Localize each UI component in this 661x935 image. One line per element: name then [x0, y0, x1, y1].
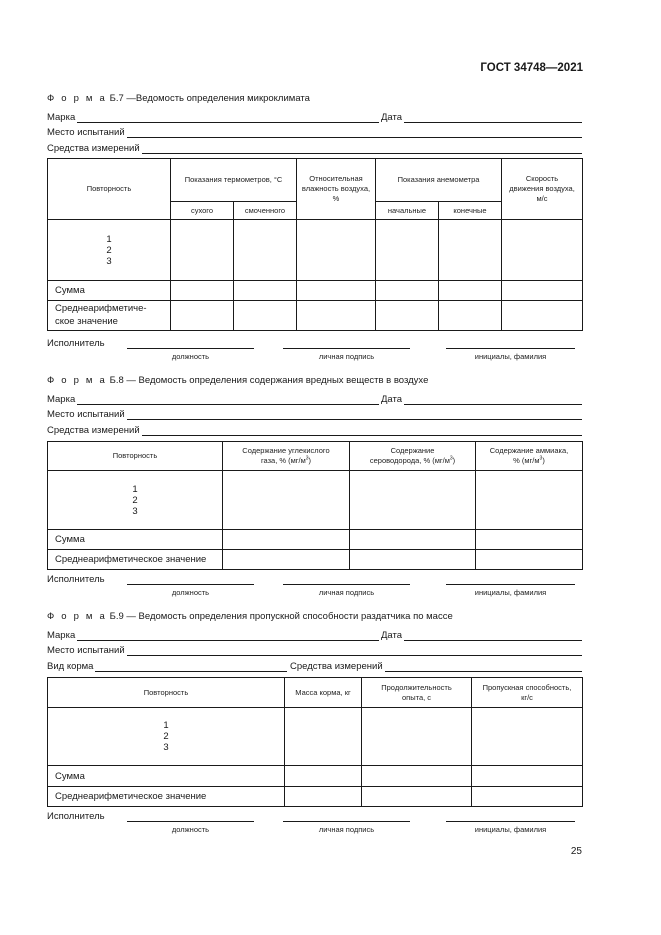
table-cell[interactable]: [472, 708, 583, 766]
form-b9-marka-row: [47, 629, 379, 641]
table-cell[interactable]: [171, 220, 234, 281]
position-caption: должность: [171, 352, 210, 361]
form-b7-place-label: Место испытаний: [47, 127, 125, 138]
position-field[interactable]: [127, 584, 254, 585]
form-b7-marka-label: Марка: [47, 112, 76, 123]
form-b9-place-field[interactable]: [127, 646, 582, 656]
table-cell[interactable]: [223, 471, 350, 530]
repetition-3: 3: [132, 505, 138, 517]
paren-close: ): [452, 456, 456, 465]
form-b7-instruments-field[interactable]: [142, 144, 582, 154]
position-field[interactable]: [127, 821, 254, 822]
form-b9-date-row: [381, 629, 582, 641]
form-b8-marka-label: Марка: [47, 394, 76, 405]
signature-caption: личная подпись: [318, 825, 375, 834]
form-b9-feed-field[interactable]: [95, 662, 287, 672]
form-b7-prefix: Ф о р м а: [47, 93, 107, 104]
form-b8-prefix: Ф о р м а: [47, 375, 107, 386]
repetition-1: 1: [163, 720, 169, 731]
form-b8-date-row: [381, 393, 582, 405]
form-b9-feed-label: Вид корма: [47, 661, 94, 672]
col-nh3: [476, 442, 583, 471]
col-co2: [223, 442, 350, 471]
form-b8-title: [47, 375, 428, 386]
col-air-speed: Скорость движения воздуха, м/с: [502, 159, 583, 220]
average-label: Среднеарифметическое значение: [48, 550, 223, 570]
table-row: [48, 550, 583, 570]
form-b9-feed-row: [47, 660, 287, 672]
position-caption: должность: [171, 588, 210, 597]
table-cell[interactable]: [439, 281, 502, 301]
sum-label: Сумма: [48, 766, 285, 787]
form-b7-signature: [47, 338, 582, 364]
table-cell[interactable]: [350, 471, 476, 530]
form-b9-instruments-label: Средства измерений: [290, 661, 383, 672]
form-b8-signature: [47, 574, 582, 600]
form-b7-table: [47, 158, 583, 331]
table-cell[interactable]: [171, 281, 234, 301]
form-b8-marka-row: [47, 393, 379, 405]
signature-field[interactable]: [283, 348, 410, 349]
col-feed-mass: Масса корма, кг: [285, 678, 362, 708]
form-b7-marka-row: [47, 111, 379, 123]
form-b9-title: [47, 611, 453, 622]
position-caption: должность: [171, 825, 210, 834]
table-row: [48, 530, 583, 550]
form-b8-place-row: [47, 408, 582, 420]
form-b7-date-label: Дата: [381, 112, 403, 123]
table-cell[interactable]: [285, 766, 362, 787]
paren-close: ): [542, 456, 545, 465]
form-b7-date-row: [381, 111, 582, 123]
col-throughput: Пропускная способность, кг/с: [472, 678, 583, 708]
table-row: [48, 787, 583, 807]
table-cell[interactable]: [362, 708, 472, 766]
form-b9-signature: [47, 811, 582, 837]
table-cell[interactable]: [472, 766, 583, 787]
table-cell[interactable]: [376, 301, 439, 331]
table-cell[interactable]: [223, 550, 350, 570]
table-row: [48, 301, 583, 331]
col-initial: начальные: [376, 202, 439, 220]
form-b7-title-text: Б.7 —Ведомость определения микроклимата: [106, 93, 310, 104]
col-h2s: [350, 442, 476, 471]
form-b7-place-row: [47, 126, 582, 138]
document-code: ГОСТ 34748—2021: [480, 62, 583, 74]
form-b7-title: [47, 93, 310, 104]
signature-caption: личная подпись: [318, 352, 375, 361]
form-b7-place-field[interactable]: [127, 128, 582, 138]
signature-field[interactable]: [283, 584, 410, 585]
form-b8-title-text: Б.8 — Ведомость определения содержания вредных веществ в воздухе: [106, 375, 429, 386]
executor-label: Исполнитель: [47, 811, 105, 822]
table-row: [48, 708, 583, 766]
table-row: [48, 220, 583, 281]
repetition-1: 1: [132, 483, 138, 495]
col-repetition: Повторность: [48, 678, 285, 708]
table-cell[interactable]: [350, 550, 476, 570]
table-row: [48, 766, 583, 787]
sum-label: Сумма: [48, 530, 223, 550]
table-cell[interactable]: [234, 220, 297, 281]
table-cell[interactable]: [297, 301, 376, 331]
form-b8-instruments-label: Средства измерений: [47, 425, 140, 436]
form-b9-instruments-field[interactable]: [385, 662, 582, 672]
repetition-cells: [48, 220, 171, 281]
table-cell[interactable]: [439, 220, 502, 281]
table-cell[interactable]: [234, 281, 297, 301]
form-b9-marka-label: Марка: [47, 630, 76, 641]
form-b9-date-label: Дата: [381, 630, 403, 641]
name-caption: инициалы, фамилия: [474, 588, 547, 597]
form-b7-instruments-row: [47, 142, 582, 154]
col-final: конечные: [439, 202, 502, 220]
form-b8-date-field[interactable]: [404, 395, 582, 405]
col-duration: Продолжительность опыта, с: [362, 678, 472, 708]
table-cell[interactable]: [472, 787, 583, 807]
repetition-cells: [48, 471, 223, 530]
col-humidity: Относительная влажность воздуха, %: [297, 159, 376, 220]
table-row: [48, 281, 583, 301]
repetition-3: 3: [106, 255, 112, 267]
col-h2s-line1: Содержание: [390, 446, 435, 456]
signature-field[interactable]: [283, 821, 410, 822]
form-b7-marka-field[interactable]: [77, 113, 379, 123]
table-cell[interactable]: [171, 301, 234, 331]
executor-label: Исполнитель: [47, 574, 105, 585]
col-wet: смоченного: [234, 202, 297, 220]
form-b9-marka-field[interactable]: [77, 631, 379, 641]
table-cell[interactable]: [285, 787, 362, 807]
average-label: [48, 301, 171, 331]
table-cell[interactable]: [350, 530, 476, 550]
repetition-1: 1: [106, 233, 112, 245]
form-b8-instruments-row: [47, 424, 582, 436]
form-b8-place-field[interactable]: [127, 410, 582, 420]
form-b9-prefix: Ф о р м а: [47, 611, 107, 622]
form-b7-date-field[interactable]: [404, 113, 582, 123]
col-repetition: Повторность: [48, 159, 171, 220]
col-co2-line2: газа, % (мг/м: [260, 456, 306, 465]
repetition-2: 2: [163, 731, 169, 742]
name-field[interactable]: [446, 821, 575, 822]
sup-3: 3: [449, 455, 453, 462]
table-cell[interactable]: [502, 220, 583, 281]
table-cell[interactable]: [376, 281, 439, 301]
table-row: [48, 471, 583, 530]
form-b9-place-label: Место испытаний: [47, 645, 125, 656]
form-b9-instruments-row: [290, 660, 582, 672]
executor-label: Исполнитель: [47, 338, 105, 349]
col-nh3-line2: % (мг/м: [513, 456, 540, 465]
table-cell[interactable]: [362, 766, 472, 787]
signature-caption: личная подпись: [318, 588, 375, 597]
page-number: 25: [570, 846, 582, 857]
repetition-2: 2: [132, 494, 138, 506]
repetition-2: 2: [106, 244, 112, 256]
repetition-cells: [48, 708, 285, 766]
average-label-line2: ское значение: [55, 315, 118, 327]
table-cell[interactable]: [362, 787, 472, 807]
form-b9-table: [47, 677, 583, 807]
form-b9-date-field[interactable]: [404, 631, 582, 641]
col-nh3-line1: Содержание аммиака,: [489, 446, 569, 456]
form-b7-instruments-label: Средства измерений: [47, 143, 140, 154]
form-b9-place-row: [47, 644, 582, 656]
form-b8-instruments-field[interactable]: [142, 426, 582, 436]
form-b8-place-label: Место испытаний: [47, 409, 125, 420]
col-co2-line1: Содержание углекислого: [242, 446, 330, 456]
table-cell[interactable]: [502, 301, 583, 331]
repetition-3: 3: [163, 742, 169, 753]
paren-close: ): [308, 456, 312, 465]
col-dry: сухого: [171, 202, 234, 220]
form-b8-date-label: Дата: [381, 394, 403, 405]
table-cell[interactable]: [376, 220, 439, 281]
table-cell[interactable]: [476, 471, 583, 530]
form-b9-title-text: Б.9 — Ведомость определения пропускной способности раздатчика по массе: [106, 611, 453, 622]
col-anemometer: Показания анемометра: [376, 159, 502, 202]
sup-3: 3: [539, 455, 543, 462]
table-cell[interactable]: [502, 281, 583, 301]
form-b8-marka-field[interactable]: [77, 395, 379, 405]
name-caption: инициалы, фамилия: [474, 352, 547, 361]
table-cell[interactable]: [476, 530, 583, 550]
average-label: Среднеарифметическое значение: [48, 787, 285, 807]
table-cell[interactable]: [234, 301, 297, 331]
table-cell[interactable]: [297, 281, 376, 301]
sum-label: Сумма: [48, 281, 171, 301]
table-cell[interactable]: [476, 550, 583, 570]
table-cell[interactable]: [223, 530, 350, 550]
col-repetition: Повторность: [48, 442, 223, 471]
table-cell[interactable]: [285, 708, 362, 766]
table-cell[interactable]: [297, 220, 376, 281]
col-h2s-line2: сероводорода, % (мг/м: [369, 456, 450, 465]
col-thermometers: Показания термометров, °C: [171, 159, 297, 202]
name-field[interactable]: [446, 584, 575, 585]
position-field[interactable]: [127, 348, 254, 349]
form-b8-table: [47, 441, 583, 570]
table-cell[interactable]: [439, 301, 502, 331]
sup-3: 3: [305, 455, 309, 462]
name-field[interactable]: [446, 348, 575, 349]
average-label-line1: Среднеарифметиче-: [55, 303, 147, 315]
name-caption: инициалы, фамилия: [474, 825, 547, 834]
